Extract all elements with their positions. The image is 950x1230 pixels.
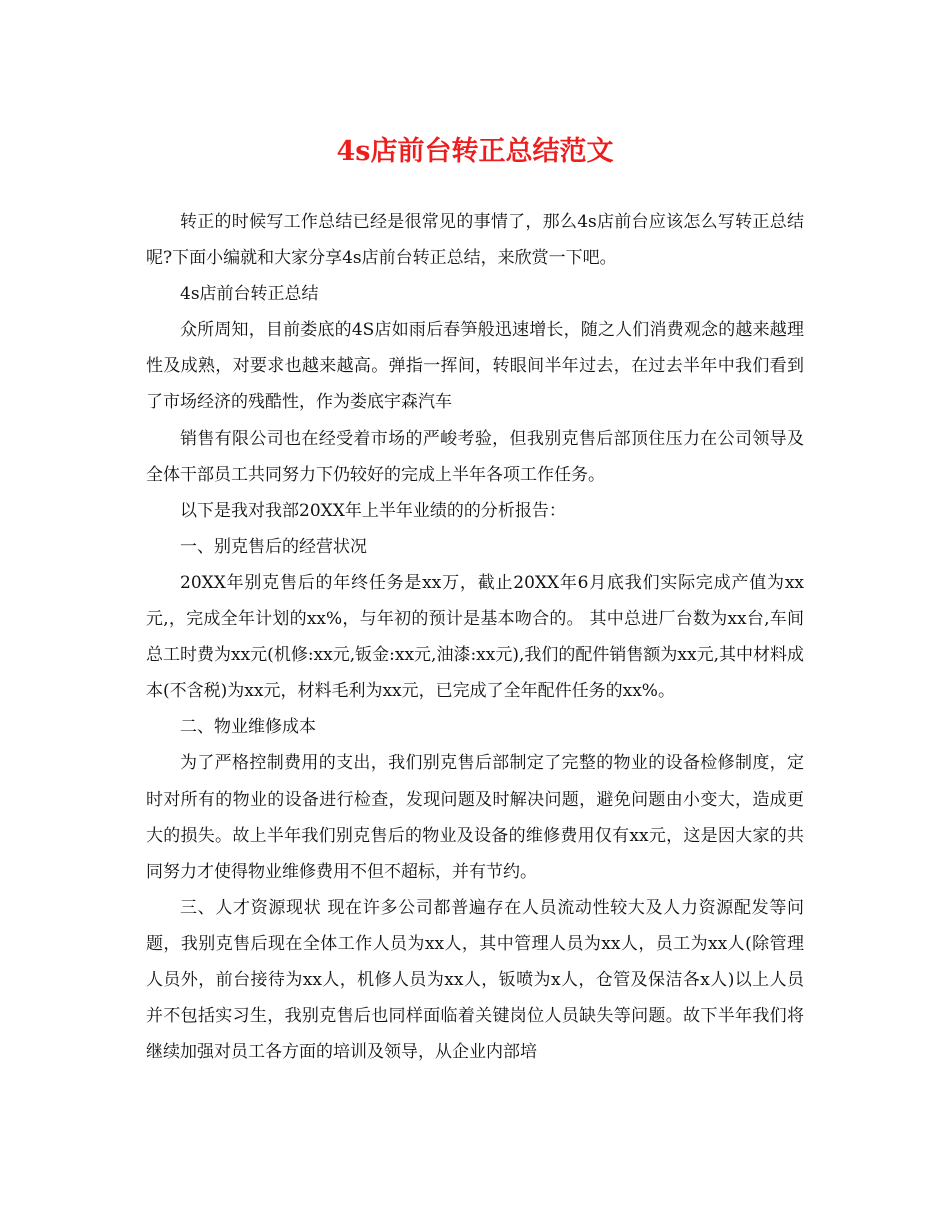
document-title: 4s店前台转正总结范文 <box>336 136 614 167</box>
paragraph-human-resources: 三、人才资源现状 现在许多公司都普遍存在人员流动性较大及人力资源配发等问题，我别克售后现在全体工作人员为xx人，其中管理人员为xx人，员工为xx人(除管理人员外，前台接待为xx人，机修人员为xx人，钣喷为x人，仓管及保洁各x人)以上人员并不包括实习生，我别克售后也同样面临着关键岗位人员缺失等问题。故下半年我们将继续加强对员工各方面的培训及领导，从企业内部培 <box>146 897 804 1063</box>
paragraph-intro: 转正的时候写工作总结已经是很常见的事情了，那么4s店前台应该怎么写转正总结呢?下面小编就和大家分享4s店前台转正总结，来欣赏一下吧。 <box>146 212 804 269</box>
paragraph-company: 销售有限公司也在经受着市场的严峻考验，但我别克售后部顶住压力在公司领导及全体干部员工共同努力下仍较好的完成上半年各项工作任务。 <box>146 428 804 485</box>
section-heading-maintenance: 二、物业维修成本 <box>180 717 316 738</box>
paragraph-operations: 20XX年别克售后的年终任务是xx万，截止20XX年6月底我们实际完成产值为xx元,，完成全年计划的xx%，与年初的预计是基本吻合的。 其中总进厂台数为xx台,车间总工时费为xx元(机修:xx元,钣金:xx元,油漆:xx元),我们的配件销售额为xx元,其中材料成本(不含税)为xx元，材料毛利为xx元，已完成了全年配件任务的xx%。 <box>146 572 804 702</box>
paragraph-maintenance: 为了严格控制费用的支出，我们别克售后部制定了完整的物业的设备检修制度，定时对所有的物业的设备进行检查，发现问题及时解决问题，避免问题由小变大，造成更大的损失。故上半年我们别克售后的物业及设备的维修费用仅有xx元，这是因大家的共同努力才使得物业维修费用不但不超标，并有节约。 <box>146 753 804 882</box>
paragraph-subtitle: 4s店前台转正总结 <box>180 284 319 305</box>
section-heading-operations: 一、别克售后的经营状况 <box>180 536 367 557</box>
document-body <box>146 204 804 1070</box>
paragraph-market: 众所周知，目前娄底的4S店如雨后春笋般迅速增长，随之人们消费观念的越来越理性及成熟，对要求也越来越高。弹指一挥间，转眼间半年过去，在过去半年中我们看到了市场经济的残酷性，作为娄底宇森汽车 <box>146 320 804 413</box>
paragraph-report-intro: 以下是我对我部20XX年上半年业绩的的分析报告： <box>180 500 566 521</box>
